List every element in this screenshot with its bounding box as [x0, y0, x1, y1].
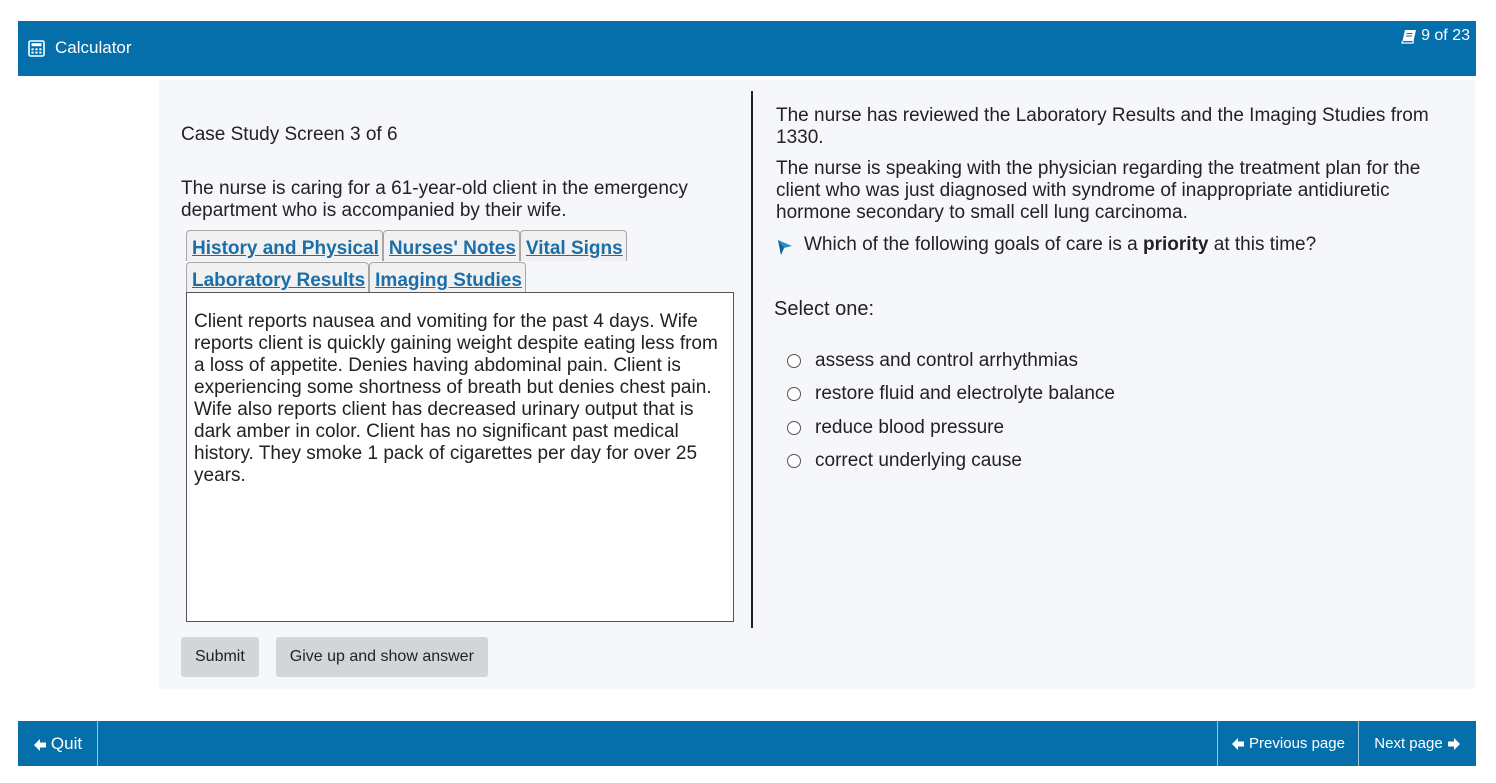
case-study-column [159, 80, 751, 680]
select-one-label: Select one: [774, 298, 875, 320]
arrow-pointer-icon [776, 238, 794, 256]
bottom-nav-bar [18, 721, 1476, 766]
answer-option-label: correct underlying cause [815, 450, 1022, 472]
radio-button[interactable] [787, 421, 801, 435]
previous-page-label: Previous page [1249, 735, 1345, 752]
next-page-label: Next page [1374, 735, 1443, 752]
tab-content-panel [186, 292, 734, 622]
question-column [751, 80, 1475, 680]
give-up-button[interactable]: Give up and show answer [276, 637, 488, 677]
calculator-button[interactable] [28, 38, 132, 58]
case-study-screen-label: Case Study Screen 3 of 6 [181, 124, 398, 145]
tab-vital-signs[interactable]: Vital Signs [520, 230, 627, 261]
arrow-left-icon [33, 737, 47, 751]
next-page-button[interactable] [1358, 721, 1476, 766]
radio-button[interactable] [787, 387, 801, 401]
tab-row-2 [186, 262, 526, 293]
calculator-label: Calculator [55, 38, 132, 57]
previous-page-button[interactable] [1217, 721, 1358, 766]
answer-option-label: restore fluid and electrolyte balance [815, 383, 1115, 405]
arrow-left-icon [1231, 737, 1245, 751]
calculator-icon [28, 40, 45, 57]
answer-option[interactable] [787, 378, 1115, 412]
tab-history-and-physical[interactable]: History and Physical [186, 230, 383, 261]
prompt-text-bold: priority [1143, 234, 1209, 255]
tab-imaging-studies[interactable]: Imaging Studies [369, 262, 526, 293]
main-panel [159, 80, 1475, 689]
tab-content-text: Client reports nausea and vomiting for the past 4 days. Wife reports client is quickly gaining weight despite eating less from a loss of appetite. Denies having abdominal pain. Client is experiencing some shortness of breath but denies chest pain. Wife also reports client has decreased urinary output that is dark amber in color. Client has no significant past medical history. They smoke 1 pack of cigarettes per day for over 25 years. [194, 311, 718, 486]
answer-option[interactable] [787, 445, 1115, 479]
answer-option[interactable] [787, 344, 1115, 378]
case-study-intro: The nurse is caring for a 61-year-old client in the emergency department who is accompanied by their wife. [181, 178, 688, 221]
page-counter-text: 9 of 23 [1421, 27, 1470, 44]
answer-options [787, 344, 1115, 478]
question-context-2: The nurse is speaking with the physician regarding the treatment plan for the client who was just diagnosed with syndrome of inappropriate antidiuretic hormone secondary to small cell lung carcinoma. [776, 158, 1421, 223]
book-icon [1401, 29, 1417, 44]
quit-button[interactable] [18, 721, 98, 766]
tab-nurses-notes[interactable]: Nurses' Notes [383, 230, 520, 261]
question-prompt [776, 234, 1316, 256]
prompt-text-after: at this time? [1208, 234, 1317, 255]
answer-option[interactable] [787, 411, 1115, 445]
page-counter [1401, 27, 1470, 45]
answer-option-label: reduce blood pressure [815, 416, 1005, 438]
quit-label: Quit [50, 733, 83, 753]
submit-button[interactable]: Submit [181, 637, 259, 677]
arrow-right-icon [1447, 737, 1461, 751]
prompt-text-before: Which of the following goals of care is a [804, 234, 1144, 255]
top-bar [18, 21, 1476, 76]
radio-button[interactable] [787, 454, 801, 468]
action-buttons [181, 637, 488, 677]
tab-row-1 [186, 230, 627, 261]
question-context-1: The nurse has reviewed the Laboratory Results and the Imaging Studies from 1330. [776, 105, 1429, 148]
tab-laboratory-results[interactable]: Laboratory Results [186, 262, 369, 293]
radio-button[interactable] [787, 354, 801, 368]
answer-option-label: assess and control arrhythmias [815, 349, 1078, 371]
